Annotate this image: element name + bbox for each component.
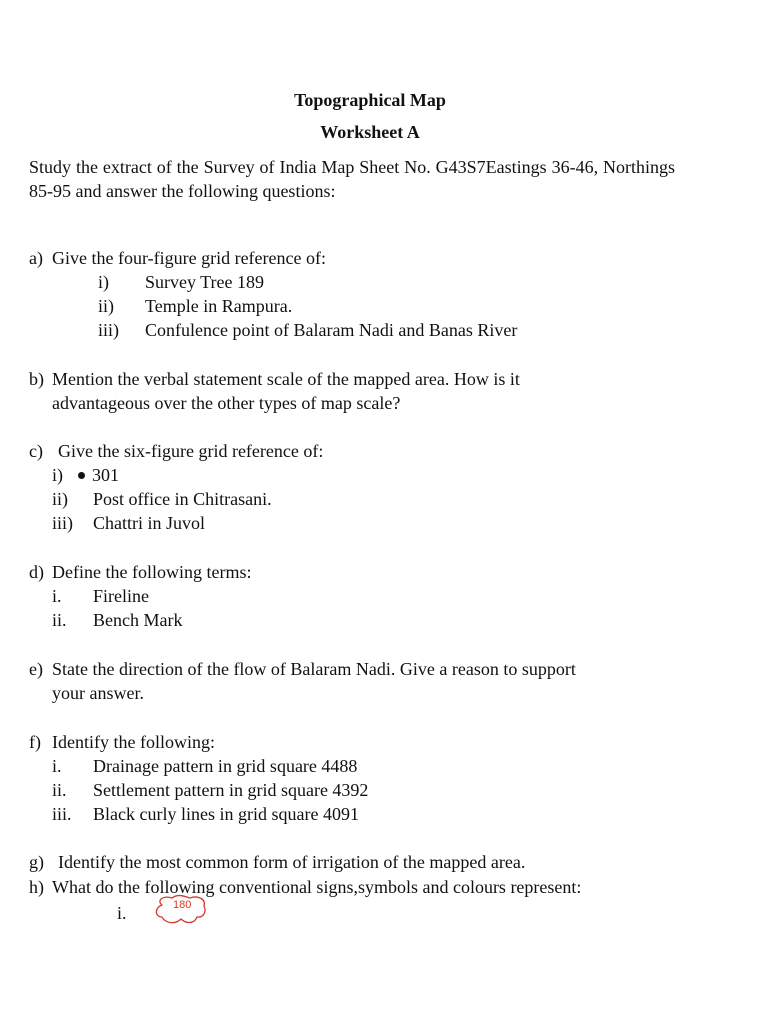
question-c-item-3: Chattri in Juvol [93, 513, 205, 533]
worksheet-title: Topographical Map [294, 90, 446, 110]
question-c-item-2: Post office in Chitrasani. [93, 489, 272, 509]
question-g-text: Identify the most common form of irrigation of the mapped area. [58, 852, 526, 872]
question-c-item-2-marker: ii) [52, 489, 68, 509]
question-c-label: c) [29, 441, 43, 461]
question-b-line-1: Mention the verbal statement scale of the mapped area. How is it [52, 369, 520, 389]
question-a-item-1-marker: i) [98, 272, 109, 292]
question-d-item-1: Fireline [93, 586, 149, 606]
question-e-label: e) [29, 659, 43, 679]
question-c-text: Give the six-figure grid reference of: [58, 441, 324, 461]
question-h-text: What do the following conventional signs,symbols and colours represent: [52, 877, 582, 897]
question-e-line-2: your answer. [52, 683, 144, 703]
question-h-label: h) [29, 877, 44, 897]
question-f-item-1: Drainage pattern in grid square 4488 [93, 756, 358, 776]
question-f-text: Identify the following: [52, 732, 215, 752]
question-a-item-1: Survey Tree 189 [145, 272, 265, 292]
contour-value: 180 [173, 899, 192, 911]
question-e-line-1: State the direction of the flow of Balaram Nadi. Give a reason to support [52, 659, 576, 679]
question-c-item-1-text: 301 [92, 465, 119, 485]
question-h-item-1-marker: i. [117, 903, 127, 923]
question-f-label: f) [29, 732, 41, 752]
question-c-item-3-marker: iii) [52, 513, 73, 533]
question-a-text: Give the four-figure grid reference of: [52, 248, 326, 268]
question-f-item-3: Black curly lines in grid square 4091 [93, 804, 359, 824]
question-a-item-2: Temple in Rampura. [145, 296, 293, 316]
question-b-label: b) [29, 369, 44, 389]
question-a-item-3-marker: iii) [98, 320, 119, 340]
question-d-item-1-marker: i. [52, 586, 62, 606]
question-d-item-2: Bench Mark [93, 610, 183, 630]
question-f-item-1-marker: i. [52, 756, 62, 776]
question-a-item-2-marker: ii) [98, 296, 114, 316]
question-a-label: a) [29, 248, 43, 268]
question-c-item-1 [76, 463, 119, 487]
question-d-item-2-marker: ii. [52, 610, 67, 630]
question-d-text: Define the following terms: [52, 562, 252, 582]
intro-paragraph: Study the extract of the Survey of India Map Sheet No. G43S7Eastings 36-46, Northings 85-95 and answer the following questions: [29, 157, 675, 201]
question-f-item-3-marker: iii. [52, 804, 72, 824]
spot-height-dot-icon [78, 472, 85, 479]
question-g-label: g) [29, 852, 44, 872]
contour-line-symbol [150, 894, 212, 928]
worksheet-subtitle: Worksheet A [320, 122, 420, 142]
question-c-item-1-marker: i) [52, 465, 63, 485]
question-f-item-2: Settlement pattern in grid square 4392 [93, 780, 369, 800]
question-d-label: d) [29, 562, 44, 582]
question-a-item-3: Confulence point of Balaram Nadi and Banas River [145, 320, 518, 340]
question-b-line-2: advantageous over the other types of map scale? [52, 393, 401, 413]
question-f-item-2-marker: ii. [52, 780, 67, 800]
